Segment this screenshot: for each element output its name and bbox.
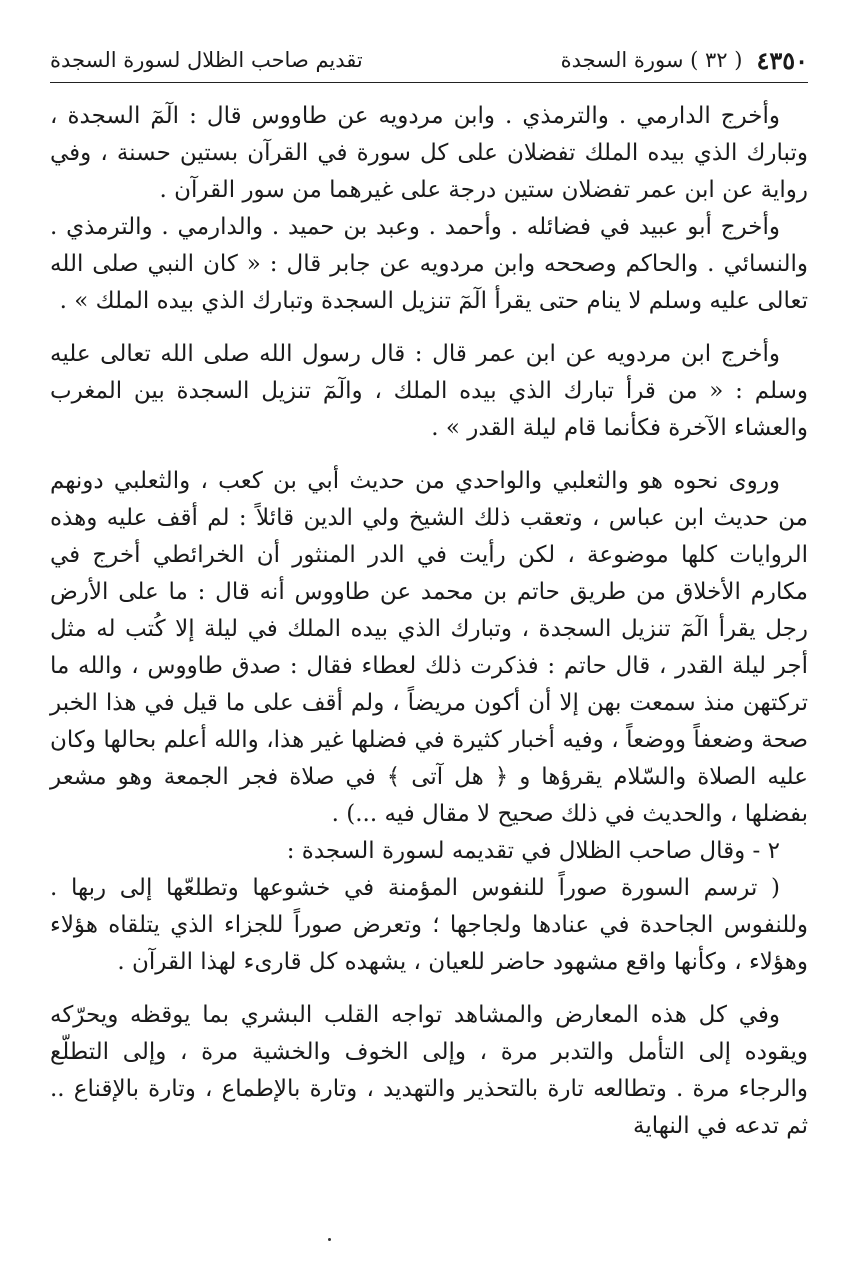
page-number: ٤٣٥٠ [756,45,808,75]
paragraph-ibn-mardawayh: وأخرج ابن مردويه عن ابن عمر قال : قال رسول الله صلى الله تعالى عليه وسلم : « من قرأ تبارك الذي بيده الملك ، والٓمٓ تنزيل السجدة بين المغرب والعشاء الآخرة فكأنما قام ليلة القدر » . [50,341,808,441]
section-heading: ٢ - وقال صاحب الظلال في تقديمه لسورة السجدة : [286,838,780,864]
header-divider [50,82,808,83]
page-header [50,40,808,80]
paragraph-darimi: وأخرج الدارمي . والترمذي . وابن مردويه عن طاووس قال : الٓمٓ السجدة ، وتبارك الذي بيده الملك تفضلان على كل سورة في القرآن بستين حسنة ، وفي رواية عن ابن عمر تفضلان ستين درجة على غيرهما من سور القرآن . [50,103,808,203]
paragraph-quote-start: ( ترسم السورة صوراً للنفوس المؤمنة في خشوعها وتطلعّها إلى ربها . وللنفوس الجاحدة في عنادها ولجاجها ؛ وتعرض صوراً للجزاء الذي يتلقاه هؤلاء وهؤلاء ، وكأنها واقع مشهود حاضر للعيان ، يشهده كل قارىء لهذا القرآن . [50,875,808,975]
paragraph-abu-ubaid: وأخرج أبو عبيد في فضائله . وأحمد . وعبد بن حميد . والدارمي . والترمذي . والنسائي . والحاكم وصححه وابن مردويه عن جابر قال : « كان النبي صلى الله تعالى عليه وسلم لا ينام حتى يقرأ الٓمٓ تنزيل السجدة وتبارك الذي بيده الملك » . [50,214,808,314]
surah-label: ( ٣٢ ) سورة السجدة [560,48,743,72]
running-title: تقديم صاحب الظلال لسورة السجدة [50,48,363,72]
page-body [50,98,808,1145]
paragraph-quote-continue: وفي كل هذه المعارض والمشاهد تواجه القلب البشري بما يوقظه ويحرّكه ويقوده إلى التأمل والتدبر مرة ، وإلى الخوف والخشية مرة ، وإلى التطلّع والرجاء مرة . وتطالعه تارة بالتحذير والتهديد ، وتارة بالإطماع ، وتارة بالإقناع .. ثم تدعه في النهاية [50,1002,808,1139]
paragraph-thalabi: وروى نحوه هو والثعلبي والواحدي من حديث أبي بن كعب ، والثعلبي دونهم من حديث ابن عباس ، وتعقب ذلك الشيخ ولي الدين قائلاً : لم أقف عليه وهذه الروايات كلها موضوعة ، لكن رأيت في الدر المنثور أن الخرائطي أخرج في مكارم الأخلاق من طريق حاتم بن محمد عن طاووس أنه قال : ما على الأرض رجل يقرأ الٓمٓ تنزيل السجدة ، وتبارك الذي بيده الملك في ليلة إلا كُتب له مثل أجر ليلة القدر ، قال حاتم : فذكرت ذلك لعطاء فقال : صدق طاووس ، والله ما تركتهن منذ سمعت بهن إلا أن أكون مريضاً ، ولم أقف على ما قيل في هذا الخبر صحة وضعفاً ووضعاً ، وفيه أخبار كثيرة في فضلها غير هذا، والله أعلم بحالها وكان عليه الصلاة والسّلام يقرؤها و ﴿ هل آتى ﴾ في صلاة فجر الجمعة وهو مشعر بفضلها ، والحديث في ذلك صحيح لا مقال فيه ...) . [50,468,808,827]
header-right-group [561,46,808,75]
page-mark [328,1238,331,1241]
